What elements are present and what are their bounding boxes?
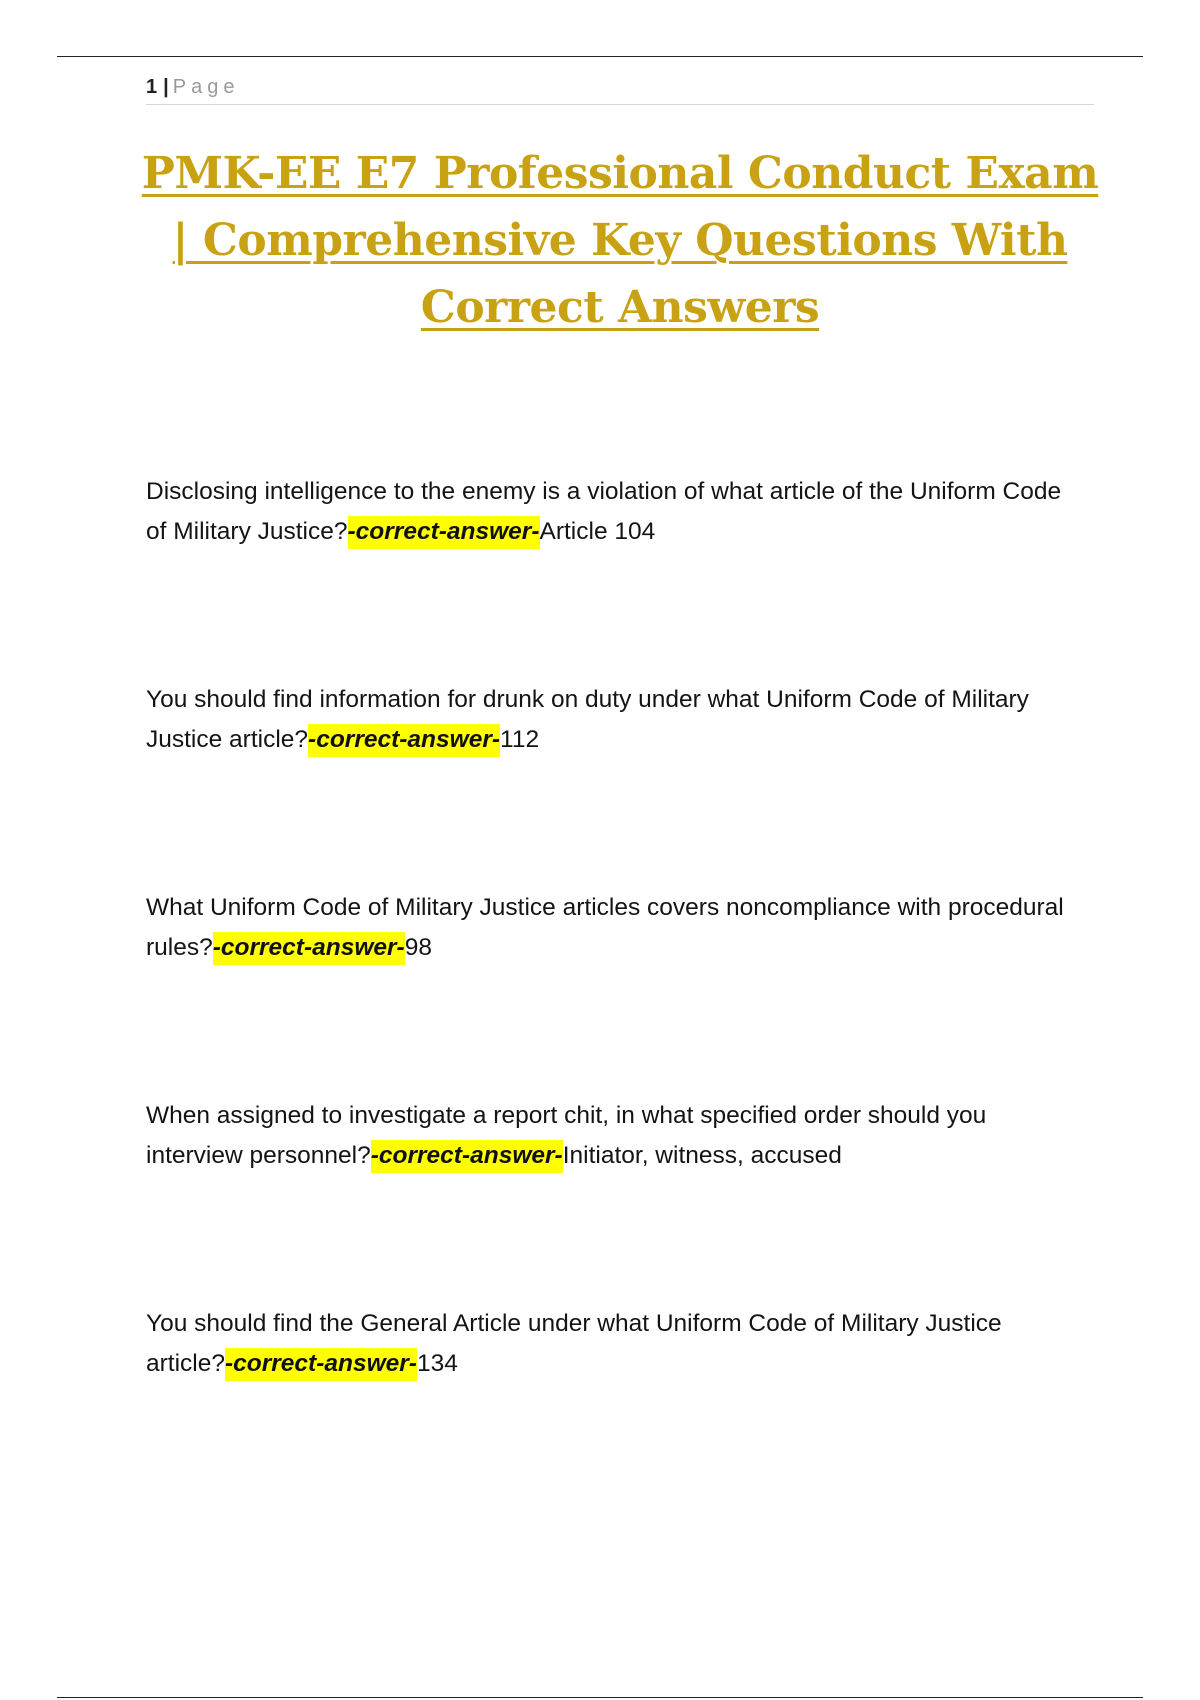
document-title	[130, 140, 1110, 341]
question-text: You should find information for drunk on duty under what Uniform Code of Military Justice article?	[146, 686, 1029, 753]
answer-text: Initiator, witness, accused	[562, 1142, 842, 1169]
answer-text: 112	[500, 726, 540, 753]
page-number: 1	[146, 76, 158, 98]
answer-text: 134	[416, 1350, 458, 1377]
page-separator: |	[163, 76, 169, 98]
answer-text: Article 104	[539, 518, 656, 545]
question-text: What Uniform Code of Military Justice articles covers noncompliance with procedural rules?	[146, 894, 1064, 961]
correct-answer-marker: -correct-answer-	[225, 1348, 417, 1381]
top-rule	[57, 56, 1143, 57]
qa-item-2	[146, 680, 1086, 760]
correct-answer-marker: -correct-answer-	[348, 516, 540, 549]
qa-item-1	[146, 472, 1086, 552]
correct-answer-marker: -correct-answer-	[371, 1140, 563, 1173]
qa-item-3	[146, 888, 1086, 968]
answer-text: 98	[404, 934, 432, 961]
document-title-text: PMK-EE E7 Professional Conduct Exam | Comprehensive Key Questions With Correct Answers	[141, 148, 1099, 333]
question-text: When assigned to investigate a report chit, in what specified order should you interview personnel?	[146, 1102, 987, 1169]
correct-answer-marker: -correct-answer-	[308, 724, 500, 757]
correct-answer-marker: -correct-answer-	[213, 932, 405, 965]
bottom-rule	[57, 1697, 1143, 1698]
question-text: Disclosing intelligence to the enemy is a violation of what article of the Uniform Code of Military Justice?	[146, 478, 1062, 545]
page-header	[146, 74, 1094, 105]
qa-item-4	[146, 1096, 1086, 1176]
page-label: Page	[172, 76, 240, 98]
question-text: You should find the General Article under what Uniform Code of Military Justice article?	[146, 1310, 1002, 1377]
qa-item-5	[146, 1304, 1086, 1384]
